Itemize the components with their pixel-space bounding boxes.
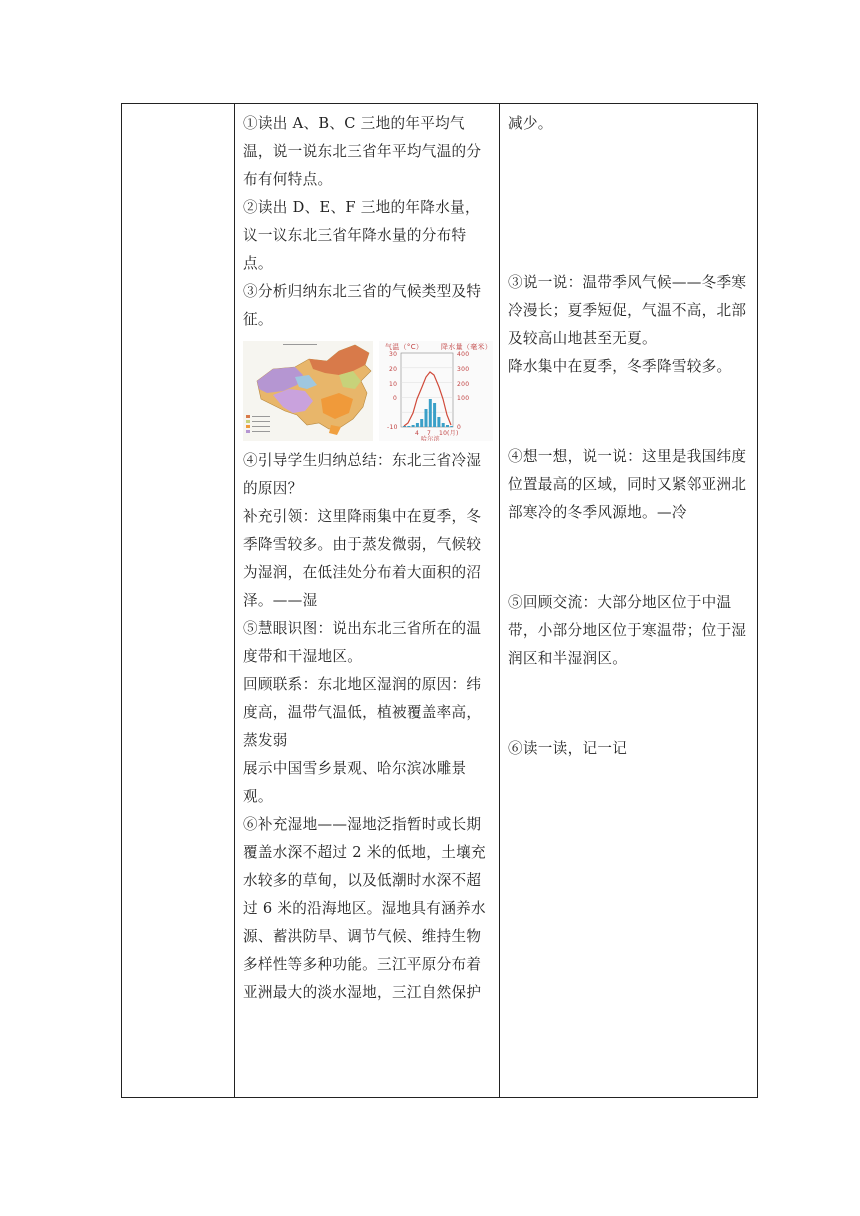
precipitation-bars	[403, 399, 453, 427]
spacer	[508, 381, 751, 443]
spacer	[508, 138, 751, 269]
student-paragraph-5: ⑤回顾交流：大部分地区位于中温带，小部分地区位于寒温带；位于湿润区和半湿润区。	[508, 594, 747, 667]
spacer	[508, 527, 751, 589]
right-tick-400: 400	[457, 351, 470, 358]
left-tick-20: 20	[389, 366, 398, 373]
left-tick-10: 10	[389, 381, 398, 388]
left-tick-30: 30	[389, 351, 398, 358]
student-paragraph-6: ⑥读一读，记一记	[508, 740, 628, 757]
teacher-activity-cell	[235, 104, 500, 1098]
activity-paragraph-2: ②读出 D、E、F 三地的年降水量，议一议东北三省年降水量的分布特点。	[243, 199, 480, 272]
activity-paragraph-4: ④引导学生归纳总结：东北三省冷湿的原因？	[243, 452, 482, 497]
x-tick-month: (月)	[447, 430, 459, 437]
harbin-climate-chart	[379, 341, 493, 441]
table-cell-blank	[122, 104, 235, 1098]
student-activity-cell	[500, 104, 758, 1098]
activity-paragraph-3: ③分析归纳东北三省的气候类型及特征。	[243, 283, 482, 328]
activity-paragraph-9: ⑥补充湿地——湿地泛指暂时或长期覆盖水深不超过 2 米的低地，土壤充水较多的草甸，以及低潮时水深不超过 6 米的沿海地区。湿地具有涵养水源、蓄洪防旱、调节气候、维持生物多样性等多种功能。三江平原分布着亚洲最大的淡水湿地，三江自然保护	[243, 816, 486, 1001]
activity-paragraph-7: 回顾联系：东北地区湿润的原因：纬度高，温带气温低，植被覆盖率高，蒸发弱	[243, 676, 482, 749]
left-tick-0: 0	[393, 395, 398, 402]
china-climate-map-image	[243, 341, 373, 441]
x-tick-7: 7	[427, 430, 432, 437]
student-paragraph-3: 降水集中在夏季，冬季降雪较多。	[508, 358, 732, 375]
x-tick-10: 10	[439, 430, 448, 437]
student-paragraph-2: ③说一说：温带季风气候——冬季寒冷漫长；夏季短促，气温不高，北部及较高山地甚至无夏。	[508, 274, 747, 347]
x-tick-4: 4	[415, 430, 420, 437]
right-tick-200: 200	[457, 381, 470, 388]
activity-paragraph-1: ①读出 A、B、C 三地的年平均气温，说一说东北三省年平均气温的分布有何特点。	[243, 115, 482, 188]
student-paragraph-4: ④想一想，说一说：这里是我国纬度位置最高的区域，同时又紧邻亚洲北部寒冷的冬季风源地。—冷	[508, 448, 747, 521]
lesson-plan-table	[121, 103, 758, 1098]
temperature-axis-label: 气温（°C）	[385, 343, 424, 351]
right-tick-0: 0	[457, 424, 462, 431]
activity-paragraph-6: ⑤慧眼识图：说出东北三省所在的温度带和干湿地区。	[243, 620, 482, 665]
student-paragraph-1: 减少。	[508, 115, 553, 132]
right-tick-300: 300	[457, 366, 470, 373]
spacer	[508, 673, 751, 735]
chart-caption: 哈尔滨	[421, 436, 440, 441]
precipitation-axis-label: 降水量（毫米）	[441, 343, 493, 351]
figures-row	[243, 341, 493, 441]
left-tick-minus10: -10	[387, 424, 398, 431]
activity-paragraph-5: 补充引领：这里降雨集中在夏季，冬季降雪较多。由于蒸发微弱，气候较为湿润，在低洼处分布着大面积的沼泽。——湿	[243, 508, 482, 609]
right-tick-100: 100	[457, 395, 470, 402]
activity-paragraph-8: 展示中国雪乡景观、哈尔滨冰雕景观。	[243, 760, 467, 805]
